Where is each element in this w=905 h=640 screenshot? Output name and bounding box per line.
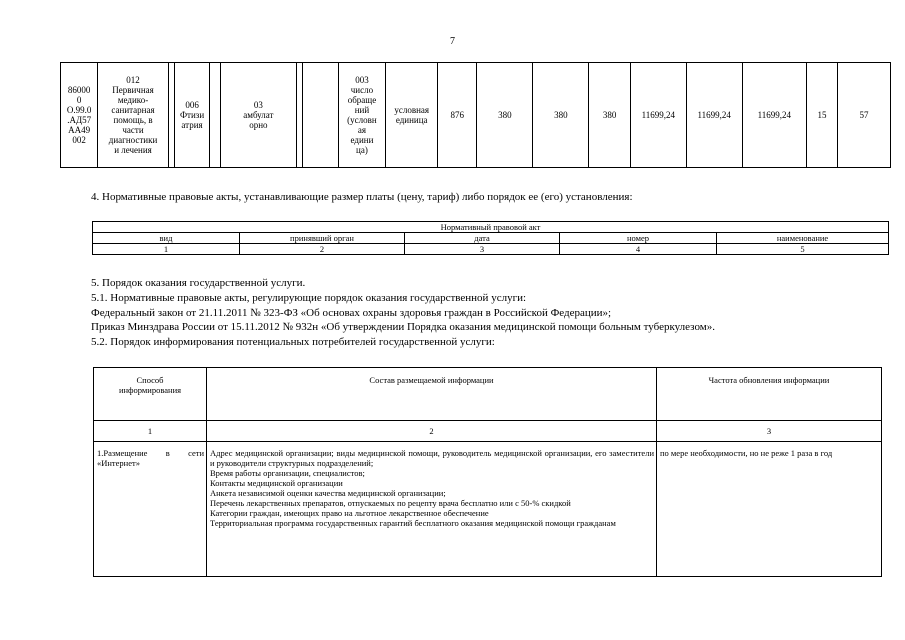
service-content-2-cell: 006 Фтизи атрия	[174, 63, 209, 168]
table-row	[93, 233, 889, 244]
federal-law-line: Федеральный закон от 21.11.2011 № 323-ФЗ «Об основах охраны здоровья граждан в Российской Федерации»;	[91, 307, 612, 319]
table-row	[94, 368, 882, 421]
column-header: Способ информирования	[94, 368, 207, 421]
service-conditions-cell: 03 амбулат орно	[220, 63, 297, 168]
column-header: Состав размещаемой информации	[207, 368, 657, 421]
table-row	[93, 244, 889, 255]
info-item: Время работы организации, специалистов;	[210, 468, 365, 478]
column-header: вид	[93, 233, 240, 244]
deviation-absolute-cell: 57	[838, 63, 891, 168]
section-5-title: 5. Порядок оказания государственной услуги.	[91, 277, 306, 289]
ministry-order-line: Приказ Минздрава России от 15.11.2012 № 932н «Об утверждении Порядка оказания медицинской помощи больным туберкулезом».	[91, 321, 715, 333]
price-year3-cell: 11699,24	[742, 63, 806, 168]
service-volume-table	[60, 62, 891, 168]
price-year1-cell: 11699,24	[630, 63, 686, 168]
unit-code-cell: 876	[438, 63, 477, 168]
info-item: Анкета независимой оценки качества медицинской организации;	[210, 488, 446, 498]
section-5-2-title: 5.2. Порядок информирования потенциальных потребителей государственной услуги:	[91, 336, 495, 348]
table-row	[93, 222, 889, 233]
normative-acts-table	[92, 221, 889, 255]
info-item: Контакты медицинской организации	[210, 478, 343, 488]
deviation-percent-cell: 15	[806, 63, 837, 168]
column-header: дата	[405, 233, 560, 244]
column-header: Частота обновления информации	[657, 368, 882, 421]
info-item: Территориальная программа государственных гарантий бесплатного оказания медицинской помощи гражданам	[210, 518, 616, 528]
info-item: Перечень лекарственных препаратов, отпускаемых по рецепту врача бесплатно или с 50-% скидкой	[210, 498, 571, 508]
informing-method-cell: 1.Размещение в сети «Интернет»	[94, 442, 207, 577]
table-cell	[303, 63, 338, 168]
info-item: Адрес медицинской организации; виды медицинской помощи, руководитель медицинской организации, его заместители и руководители структурных подразделений;	[210, 448, 654, 468]
column-header: номер	[560, 233, 717, 244]
table-row	[94, 421, 882, 442]
column-header: наименование	[717, 233, 889, 244]
section-4-title: 4. Нормативные правовые акты, устанавливающие размер платы (цену, тариф) либо порядок ее (его) установления:	[91, 191, 633, 203]
table-row	[94, 442, 882, 577]
registry-code-cell: 86000 0 О.99.0 .АД57 АА49 002	[61, 63, 98, 168]
acts-group-header: Нормативный правовой акт	[93, 222, 889, 233]
value-year3-cell: 380	[589, 63, 630, 168]
information-content-cell	[207, 442, 657, 577]
column-number: 5	[717, 244, 889, 255]
table-cell	[210, 63, 220, 168]
table-row	[61, 63, 891, 168]
service-content-1-cell: 012 Первичная медико- санитарная помощь, в части диагностики и лечения	[98, 63, 168, 168]
section-5-1-title: 5.1. Нормативные правовые акты, регулирующие порядок оказания государственной услуги:	[91, 292, 527, 304]
column-number: 1	[93, 244, 240, 255]
indicator-name-cell: 003 число обраще ний (условн ая едини ца)	[338, 63, 386, 168]
value-year2-cell: 380	[533, 63, 589, 168]
informing-table	[93, 367, 882, 577]
column-number: 3	[405, 244, 560, 255]
column-number: 1	[94, 421, 207, 442]
column-number: 2	[240, 244, 405, 255]
price-year2-cell: 11699,24	[686, 63, 742, 168]
column-number: 4	[560, 244, 717, 255]
info-item: Категории граждан, имеющих право на льготное лекарственное обеспечение	[210, 508, 489, 518]
page-number: 7	[450, 36, 455, 47]
column-number: 2	[207, 421, 657, 442]
column-header: принявший орган	[240, 233, 405, 244]
unit-cell: условная единица	[386, 63, 438, 168]
value-year1-cell: 380	[477, 63, 533, 168]
update-frequency-cell: по мере необходимости, но не реже 1 раза в год	[657, 442, 882, 577]
column-number: 3	[657, 421, 882, 442]
